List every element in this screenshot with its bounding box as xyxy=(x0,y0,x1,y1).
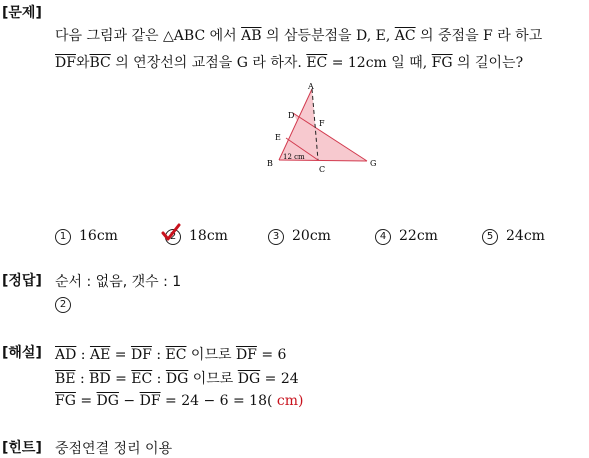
op: = xyxy=(110,371,132,387)
seg: $\overline{EC}$ xyxy=(131,371,153,387)
op: : xyxy=(151,347,166,363)
problem-text: 의 중점을 F 라 하고 xyxy=(415,28,543,44)
connector: 이므로 xyxy=(186,347,236,363)
result: = 6 xyxy=(256,347,287,363)
explanation-label: [해설] xyxy=(2,345,42,361)
seg: $\overline{DG}$ xyxy=(237,371,261,387)
problem-text: 의 연장선의 교점을 G 라 하자. xyxy=(110,55,307,71)
answer-number: 2 xyxy=(55,297,71,313)
op: − xyxy=(118,393,140,409)
problem-line-2 xyxy=(55,52,523,72)
choice-text: 20cm xyxy=(292,228,331,244)
seg: $\overline{DF}$ xyxy=(235,347,257,363)
choice-number: 2 xyxy=(165,229,181,245)
choice-1[interactable] xyxy=(55,228,118,245)
unit: cm xyxy=(272,393,299,409)
segment-ab: $\overline{AB}$ xyxy=(241,28,262,44)
result: = 24 xyxy=(260,371,299,387)
explanation-row-3 xyxy=(55,393,304,409)
connector: 이므로 xyxy=(188,371,238,387)
calc: = 24 − 6 = 18( xyxy=(160,393,273,409)
problem-text: = 12cm 일 때, xyxy=(327,55,432,71)
answer-label: [정답] xyxy=(2,273,42,289)
point-label-f: F xyxy=(319,119,325,128)
choice-text: 18cm xyxy=(189,228,228,244)
checkmark-icon xyxy=(161,223,181,243)
point-label-a: A xyxy=(308,82,314,91)
op: = xyxy=(75,393,97,409)
seg: $\overline{AD}$ xyxy=(55,347,77,363)
choice-number: 1 xyxy=(55,229,71,245)
paren: ) xyxy=(298,393,304,409)
triangle-figure xyxy=(255,80,395,180)
hint-label: [힌트] xyxy=(2,440,42,456)
problem-text: 의 길이는? xyxy=(452,55,524,71)
seg: $\overline{EC}$ xyxy=(165,347,187,363)
segment-ec: $\overline{EC}$ xyxy=(306,55,328,71)
seg: $\overline{DG}$ xyxy=(165,371,189,387)
segment-fg: $\overline{FG}$ xyxy=(431,55,453,71)
answer-circled xyxy=(55,296,79,313)
answer-line: 순서 : 없음, 갯수 : 1 xyxy=(55,274,182,290)
op: : xyxy=(75,371,90,387)
choice-text: 22cm xyxy=(399,228,438,244)
hint-text: 중점연결 정리 이용 xyxy=(55,441,173,457)
op: : xyxy=(76,347,90,363)
seg: $\overline{DF}$ xyxy=(139,393,161,409)
point-label-d: D xyxy=(288,111,295,120)
choice-text: 16cm xyxy=(79,228,118,244)
choice-4[interactable] xyxy=(375,228,438,245)
seg: $\overline{BD}$ xyxy=(89,371,111,387)
choice-3[interactable] xyxy=(268,228,331,245)
point-label-g: G xyxy=(370,159,377,168)
problem-text: 의 삼등분점을 D, E, xyxy=(261,28,395,44)
choice-5[interactable] xyxy=(482,228,545,245)
point-label-b: B xyxy=(267,159,273,168)
choice-text: 24cm xyxy=(506,228,545,244)
problem-text: 와 xyxy=(75,55,90,71)
seg: $\overline{FG}$ xyxy=(55,393,76,409)
problem-text: 다음 그림과 같은 △ABC 에서 xyxy=(55,28,242,44)
op: = xyxy=(110,347,131,363)
choice-number: 4 xyxy=(375,229,391,245)
explanation-row-2 xyxy=(55,368,299,388)
choice-number: 3 xyxy=(268,229,284,245)
point-label-c: C xyxy=(319,165,326,174)
seg: $\overline{DF}$ xyxy=(130,347,152,363)
point-label-e: E xyxy=(275,133,281,142)
problem-label: [문제] xyxy=(2,5,42,21)
seg: $\overline{BE}$ xyxy=(55,371,76,387)
segment-ac: $\overline{AC}$ xyxy=(394,28,416,44)
shaded-triangle-abc xyxy=(279,89,318,160)
explanation-row-1 xyxy=(55,344,286,364)
seg: $\overline{AE}$ xyxy=(89,347,111,363)
length-label: 12 cm xyxy=(283,153,305,161)
segment-df: $\overline{DF}$ xyxy=(55,55,76,71)
op: : xyxy=(152,371,166,387)
seg: $\overline{DG}$ xyxy=(96,393,119,409)
choice-number: 5 xyxy=(482,229,498,245)
segment-bc: $\overline{BC}$ xyxy=(89,55,111,71)
problem-line-1 xyxy=(55,25,542,45)
